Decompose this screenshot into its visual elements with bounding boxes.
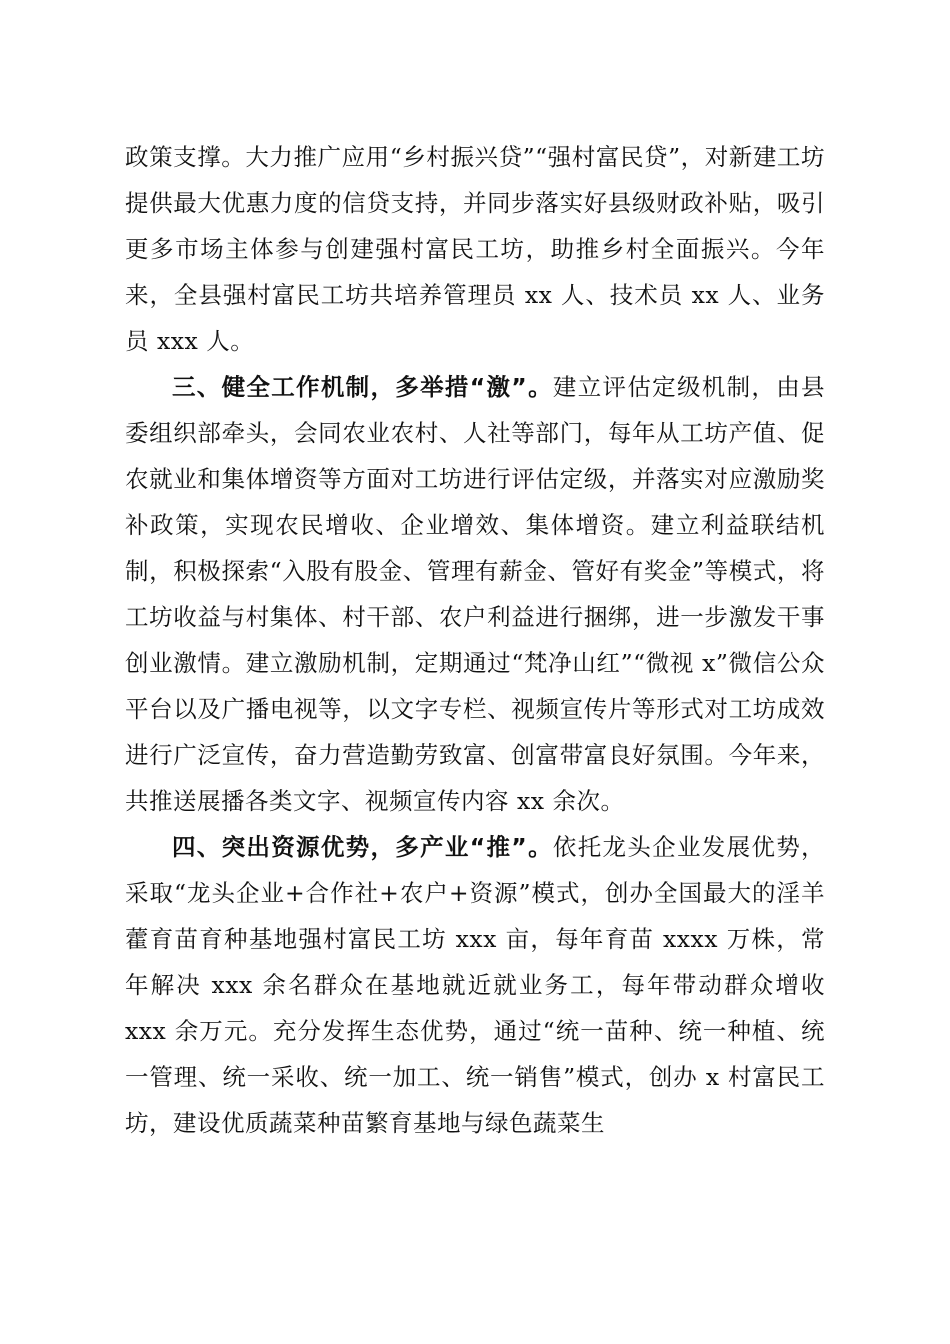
paragraph-section-three [125, 364, 825, 824]
paragraph-text: 依托龙头企业发展优势，采取“龙头企业+合作社+农户+资源”模式，创办全国最大的淫羊藿育苗育种基地强村富民工坊 xxx 亩，每年育苗 xxxx 万株，常年解决 xxx 余名群众在基地就近就业务工，每年带动群众增收 xxx 余万元。充分发挥生态优势，通过“统一苗种、统一种植、统一管理、统一采收、统一加工、统一销售”模式，创办 x 村富民工坊，建设优质蔬菜种苗繁育基地与绿色蔬菜生 [125, 833, 826, 1137]
paragraph-text: 政策支撑。大力推广应用“乡村振兴贷”“强村富民贷”，对新建工坊提供最大优惠力度的信贷支持，并同步落实好县级财政补贴，吸引更多市场主体参与创建强村富民工坊，助推乡村全面振兴。今年来，全县强村富民工坊共培养管理员 xx 人、技术员 xx 人、业务员 xxx 人。 [125, 143, 825, 355]
paragraph-text: 建立评估定级机制，由县委组织部牵头，会同农业农村、人社等部门，每年从工坊产值、促农就业和集体增资等方面对工坊进行评估定级，并落实对应激励奖补政策，实现农民增收、企业增效、集体增资。建立利益联结机制，积极探索“入股有股金、管理有薪金、管好有奖金”等模式，将工坊收益与村集体、村干部、农户利益进行捆绑，进一步激发干事创业激情。建立激励机制，定期通过“梵净山红”“微视 x”微信公众平台以及广播电视等，以文字专栏、视频宣传片等形式对工坊成效进行广泛宣传，奋力营造勤劳致富、创富带富良好氛围。今年来，共推送展播各类文字、视频宣传内容 xx 余次。 [125, 373, 826, 815]
document-page [125, 134, 825, 1146]
section-heading: 四、突出资源优势，多产业“推”。 [172, 833, 553, 861]
section-heading: 三、健全工作机制，多举措“激”。 [172, 373, 553, 401]
paragraph-section-four [125, 824, 825, 1146]
paragraph-policy-support [125, 134, 825, 364]
